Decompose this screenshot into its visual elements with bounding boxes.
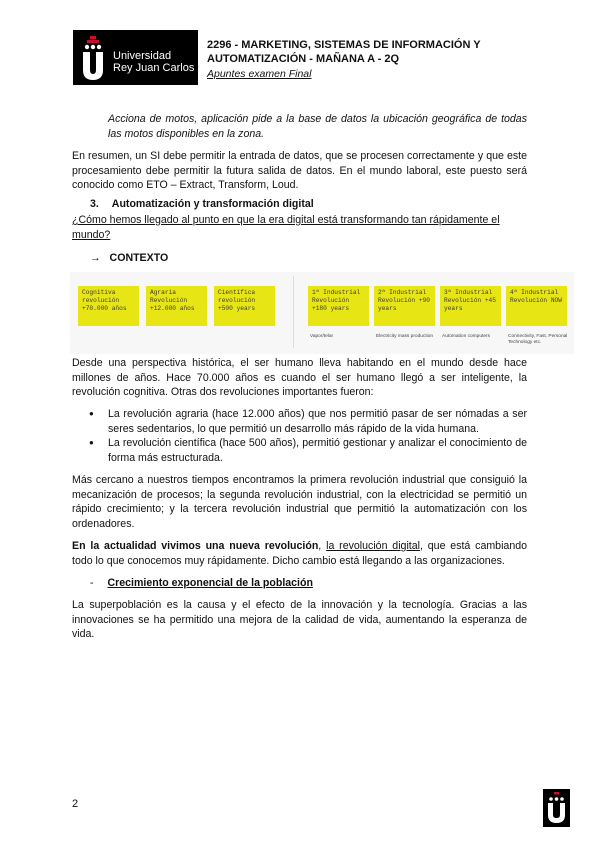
university-logo [73, 30, 198, 85]
revolutions-timeline-image [70, 272, 574, 354]
page-number: 2 [72, 798, 79, 810]
summary-paragraph: En resumen, un SI debe permitir la entrada de datos, que se procesen correctamente y que este procesamiento debe permitir la futura salida de datos. En el mundo laboral, este puesto será conocido como ETO – Extract, Transform, Loud. [72, 150, 527, 192]
context-heading [90, 252, 168, 264]
title-line-2: AUTOMATIZACIÓN - MAÑANA A - 2Q [207, 53, 400, 65]
italic-example: Acciona de motos, aplicación pide a la base de datos la ubicación geográfica de todas las motos disponibles en la zona. [108, 113, 527, 140]
timeline-box: 4ª Industrial Revolución NOW [506, 286, 567, 326]
list-item: ● La revolución científica (hace 500 años), permitió gestionar y analizar el conocimiento de forma más estructurada. [89, 436, 527, 465]
timeline-caption: Electricity mass production [376, 334, 434, 339]
timeline-box: Científica revolución +500 years [214, 286, 275, 326]
context-label: CONTEXTO [109, 252, 169, 264]
question-text: ¿Cómo hemos llegado al punto en que la era digital está transformando tan rápidamente el mundo? [72, 214, 500, 241]
industrial-paragraph: Más cercano a nuestros tiempos encontramos la primera revolución industrial que consiguió la mecanización de procesos; la segunda revolución industrial, con la electricidad se permitió un rápido crecimiento; y la tercera revolución industrial que permitió la automatización con los ordenadores. [72, 474, 527, 531]
timeline-box: 2ª Industrial Revolución +90 years [374, 286, 435, 326]
population-subheading [90, 577, 313, 589]
document-title [207, 38, 527, 66]
list-item: ● La revolución agraria (hace 12.000 años) que nos permitió pasar de ser nómadas a ser seres sedentarios, lo que permitió un desarrollo más rápido de la vida humana. [89, 407, 527, 436]
section-number: 3. [90, 198, 99, 210]
revolutions-list [89, 407, 527, 466]
digital-revolution-link-text: la revolución digital [326, 540, 420, 552]
footer-logo [543, 789, 570, 827]
timeline-box: Agraria Revolución +12.000 años [146, 286, 207, 326]
title-line-1: 2296 - MARKETING, SISTEMAS DE INFORMACIÓN Y [207, 39, 481, 51]
timeline-caption: Automation computers [442, 334, 490, 339]
population-paragraph: La superpoblación es la causa y el efecto de la innovación y la tecnología. Gracias a las innovaciones se ha permitido una mejora de la calidad de vida, aumentando la esperanza de vida. [72, 599, 527, 641]
urjc-crown-icon [79, 34, 107, 82]
timeline-box: Cognitiva revolución +70.000 años [78, 286, 139, 326]
timeline-caption: Vapor/telar [310, 334, 334, 339]
urjc-small-icon [543, 789, 570, 827]
timeline-divider [293, 276, 294, 348]
timeline-box: 1ª Industrial Revolución +180 years [308, 286, 369, 326]
document-subtitle: Apuntes examen Final [207, 68, 312, 80]
bold-statement: En la actualidad vivimos una nueva revolución [72, 540, 319, 552]
population-subheading-text: Crecimiento exponencial de la población [107, 577, 313, 589]
timeline-box: 3ª Industrial Revolución +45 years [440, 286, 501, 326]
logo-line-2: Rey Juan Carlos [113, 62, 195, 74]
section-heading [90, 198, 314, 210]
separator-text: , [318, 540, 327, 552]
arrow-right-icon: → [90, 252, 101, 264]
logo-line-1: Universidad [113, 50, 172, 62]
timeline-caption: Connectivity, Fast, Personal Technology etc. [508, 334, 568, 345]
history-paragraph: Desde una perspectiva histórica, el ser humano lleva habitando en el mundo desde hace millones de años. Hace 70.000 años es cuando el ser humano llegó a ser inteligente, la revolución cognitiva. Otras dos revoluciones importantes fueron: [72, 357, 527, 399]
dash-marker: - [90, 577, 94, 589]
section-title: Automatización y transformación digital [111, 198, 314, 210]
digital-revolution-paragraph [72, 539, 527, 568]
paragraph-rest: , que está cambiando todo lo que conocemos muy rápidamente. Dicho cambio está llegando a las organizaciones. [72, 540, 527, 567]
